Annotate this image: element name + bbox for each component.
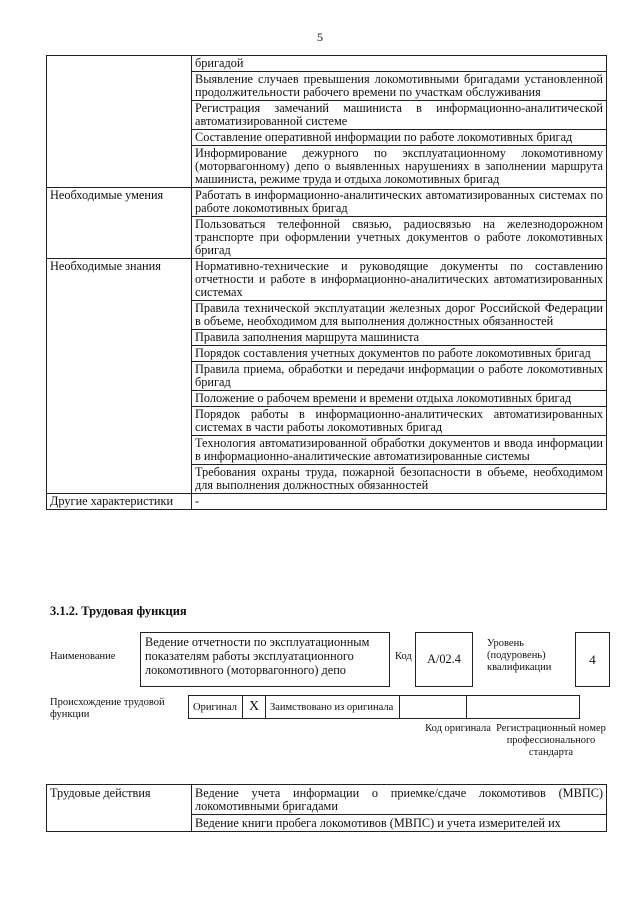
name-label: Наименование xyxy=(50,651,116,662)
origin-label: Происхождение трудовой функции xyxy=(50,697,165,720)
row-item: Составление оперативной информации по работе локомотивных бригад xyxy=(192,130,607,146)
row-item: Выявление случаев превышения локомотивными бригадами установленной продолжительности рабочего времени по участкам обслуживания xyxy=(192,72,607,101)
table-row xyxy=(47,188,607,217)
row-item: Ведение учета информации о приемке/сдаче локомотивов (МВПС) локомотивными бригадами xyxy=(192,785,607,815)
row-item: Правила приема, обработки и передачи информации о работе локомотивных бригад xyxy=(192,362,607,391)
row-item: Ведение книги пробега локомотивов (МВПС) и учета измерителей их xyxy=(192,815,607,832)
row-item: Работать в информационно-аналитических автоматизированных системах по работе локомотивных бригад xyxy=(192,188,607,217)
row-item: Правила технической эксплуатации железных дорог Российской Федерации в объеме, необходимом для выполнения должностных обязанностей xyxy=(192,301,607,330)
row-item: - xyxy=(192,494,607,510)
row-label xyxy=(47,56,192,188)
row-item: Технология автоматизированной обработки документов и ввода информации в информационно-аналитические автоматизированные системы xyxy=(192,436,607,465)
reg-number-cell xyxy=(467,696,580,719)
table-row xyxy=(47,56,607,72)
level-label: Уровень (подуровень) квалификации xyxy=(487,638,552,673)
row-item: Порядок работы в информационно-аналитических автоматизированных системах в части работы локомотивных бригад xyxy=(192,407,607,436)
original-code-cell xyxy=(400,696,467,719)
row-item: Правила заполнения маршрута машиниста xyxy=(192,330,607,346)
row-item: Требования охраны труда, пожарной безопасности в объеме, необходимом для выполнения должностных обязанностей xyxy=(192,465,607,494)
original-label: Оригинал xyxy=(189,696,243,719)
reg-number-label: Регистрационный номер профессионального стандарта xyxy=(496,723,606,758)
row-item: Положение о рабочем времени и времени отдыха локомотивных бригад xyxy=(192,391,607,407)
row-label: Другие характеристики xyxy=(47,494,192,510)
row-label: Необходимые умения xyxy=(47,188,192,259)
borrowed-label: Заимствовано из оригинала xyxy=(266,696,400,719)
row-item: Регистрация замечаний машиниста в информационно-аналитической автоматизированной системе xyxy=(192,101,607,130)
function-code: A/02.4 xyxy=(415,632,473,687)
page-number: 5 xyxy=(317,30,323,44)
table-row xyxy=(47,785,607,815)
row-label: Необходимые знания xyxy=(47,259,192,494)
table-row xyxy=(47,494,607,510)
row-label: Трудовые действия xyxy=(47,785,192,832)
original-code-label: Код оригинала xyxy=(425,723,491,734)
row-item: Порядок составления учетных документов по работе локомотивных бригад xyxy=(192,346,607,362)
section-title: 3.1.2. Трудовая функция xyxy=(50,604,187,618)
row-item: бригадой xyxy=(192,56,607,72)
table-row xyxy=(47,259,607,301)
row-item: Информирование дежурного по эксплуатационному локомотивному (моторвагонному) депо о выявленных нарушениях в заполнении маршрута машиниста, режиме труда и отдыха локомотивных бригад xyxy=(192,146,607,188)
code-label: Код xyxy=(395,651,412,662)
function-name: Ведение отчетности по эксплуатационным показателям работы эксплуатационного локомотивного (моторвагонного) депо xyxy=(140,632,390,687)
level-value: 4 xyxy=(575,632,610,687)
row-item: Нормативно-технические и руководящие документы по составлению отчетности и работе в информационно-аналитических автоматизированных системах xyxy=(192,259,607,301)
original-mark: X xyxy=(243,696,266,719)
origin-table xyxy=(188,695,580,719)
labor-actions-table xyxy=(46,784,607,832)
row-item: Пользоваться телефонной связью, радиосвязью на железнодорожном транспорте при оформлении учетных документов о работе локомотивных бригад xyxy=(192,217,607,259)
competencies-table xyxy=(46,55,607,510)
